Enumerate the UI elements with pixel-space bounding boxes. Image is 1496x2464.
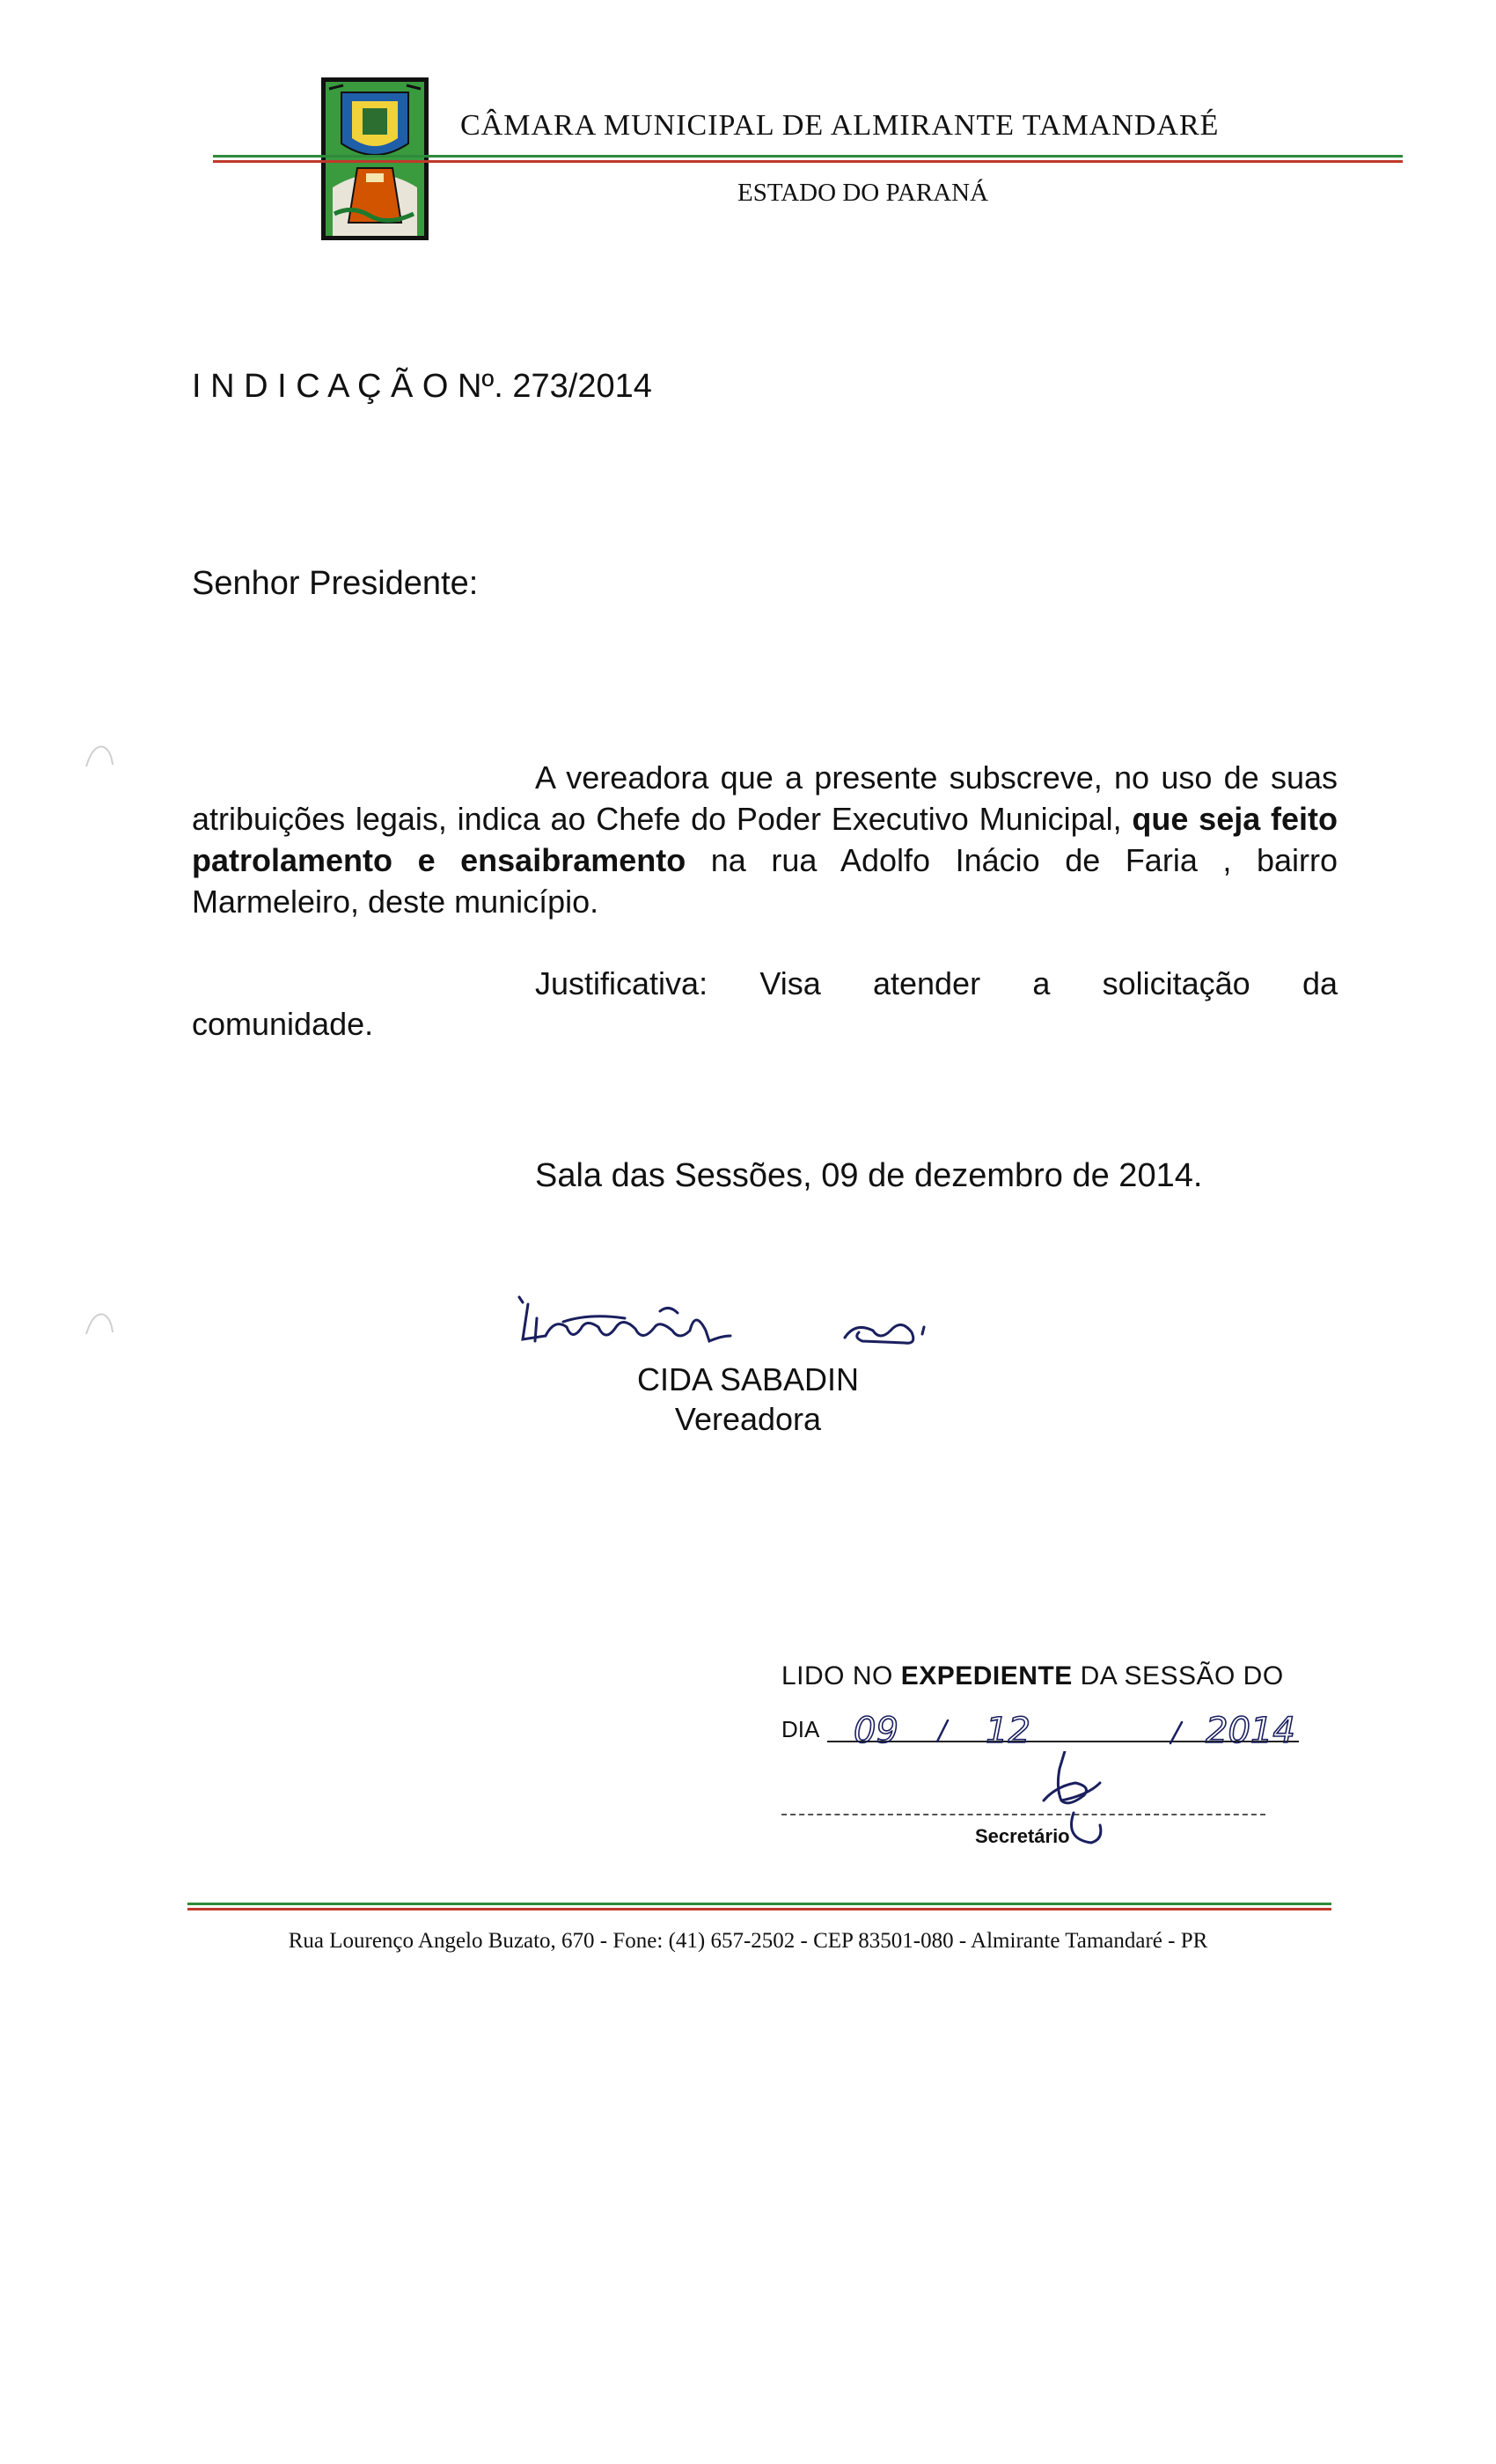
handwritten-signature [510, 1292, 1003, 1362]
justification-line [535, 965, 1338, 1002]
footer-divider-red [187, 1908, 1331, 1910]
justification-word: atender [872, 965, 981, 1001]
signer-name: CIDA SABADIN [636, 1361, 860, 1397]
main-paragraph [192, 757, 1338, 922]
justification-word: a [1032, 965, 1051, 1001]
justification-word: Justificativa: [535, 965, 708, 1001]
footer-divider-green [187, 1903, 1331, 1905]
paragraph-bold: que seja feito patrolamento e ensaibramento [192, 801, 1338, 878]
paragraph-start: A vereadora que a presente subscreve, no uso de suas atribuições legais, indica ao Chefe do Poder Executivo Municipal, [192, 759, 1338, 837]
justification-word: Visa [759, 965, 821, 1001]
footer-divider [187, 1903, 1331, 1913]
signer-role: Vereadora [674, 1401, 822, 1437]
date-line: Sala das Sessões, 09 de dezembro de 2014. [535, 1157, 1203, 1194]
stamp-title-light: LIDO NO [781, 1661, 901, 1690]
greeting: Senhor Presidente: [192, 565, 479, 602]
justification-end: comunidade. [192, 1006, 374, 1042]
document-number: I N D I C A Ç Ã O Nº. 273/2014 [192, 368, 652, 405]
paragraph-end: na rua Adolfo Inácio de Faria , bairro Marmeleiro, deste município. [192, 842, 1338, 920]
secretary-signature-line [781, 1814, 1265, 1815]
secretary-label: Secretário [975, 1825, 1070, 1847]
scan-mark [84, 742, 116, 768]
stamp-year: 2014 [1206, 1711, 1295, 1751]
header-divider-red [213, 160, 1403, 163]
stamp-title-rest: DA SESSÃO DO [1072, 1661, 1284, 1690]
footer-address: Rua Lourenço Angelo Buzato, 670 - Fone: (41) 657-2502 - CEP 83501-080 - Almirante Tamandaré - PR [288, 1929, 1208, 1953]
stamp-month: 12 [986, 1711, 1030, 1751]
header-subtitle: ESTADO DO PARANÁ [737, 179, 989, 207]
header-divider [213, 155, 1403, 165]
header-divider-green [213, 155, 1403, 158]
stamp-day: 09 [854, 1711, 898, 1751]
stamp-handwritten-date [832, 1703, 1307, 1756]
stamp-title [781, 1661, 1284, 1691]
stamp-title-bold: EXPEDIENTE [900, 1661, 1073, 1690]
stamp-dia-label: DIA [781, 1716, 820, 1742]
justification-word: da [1302, 965, 1338, 1001]
justification-word: solicitação [1102, 965, 1250, 1001]
header-title: CÂMARA MUNICIPAL DE ALMIRANTE TAMANDARÉ [460, 109, 1220, 142]
scan-mark [84, 1309, 116, 1336]
